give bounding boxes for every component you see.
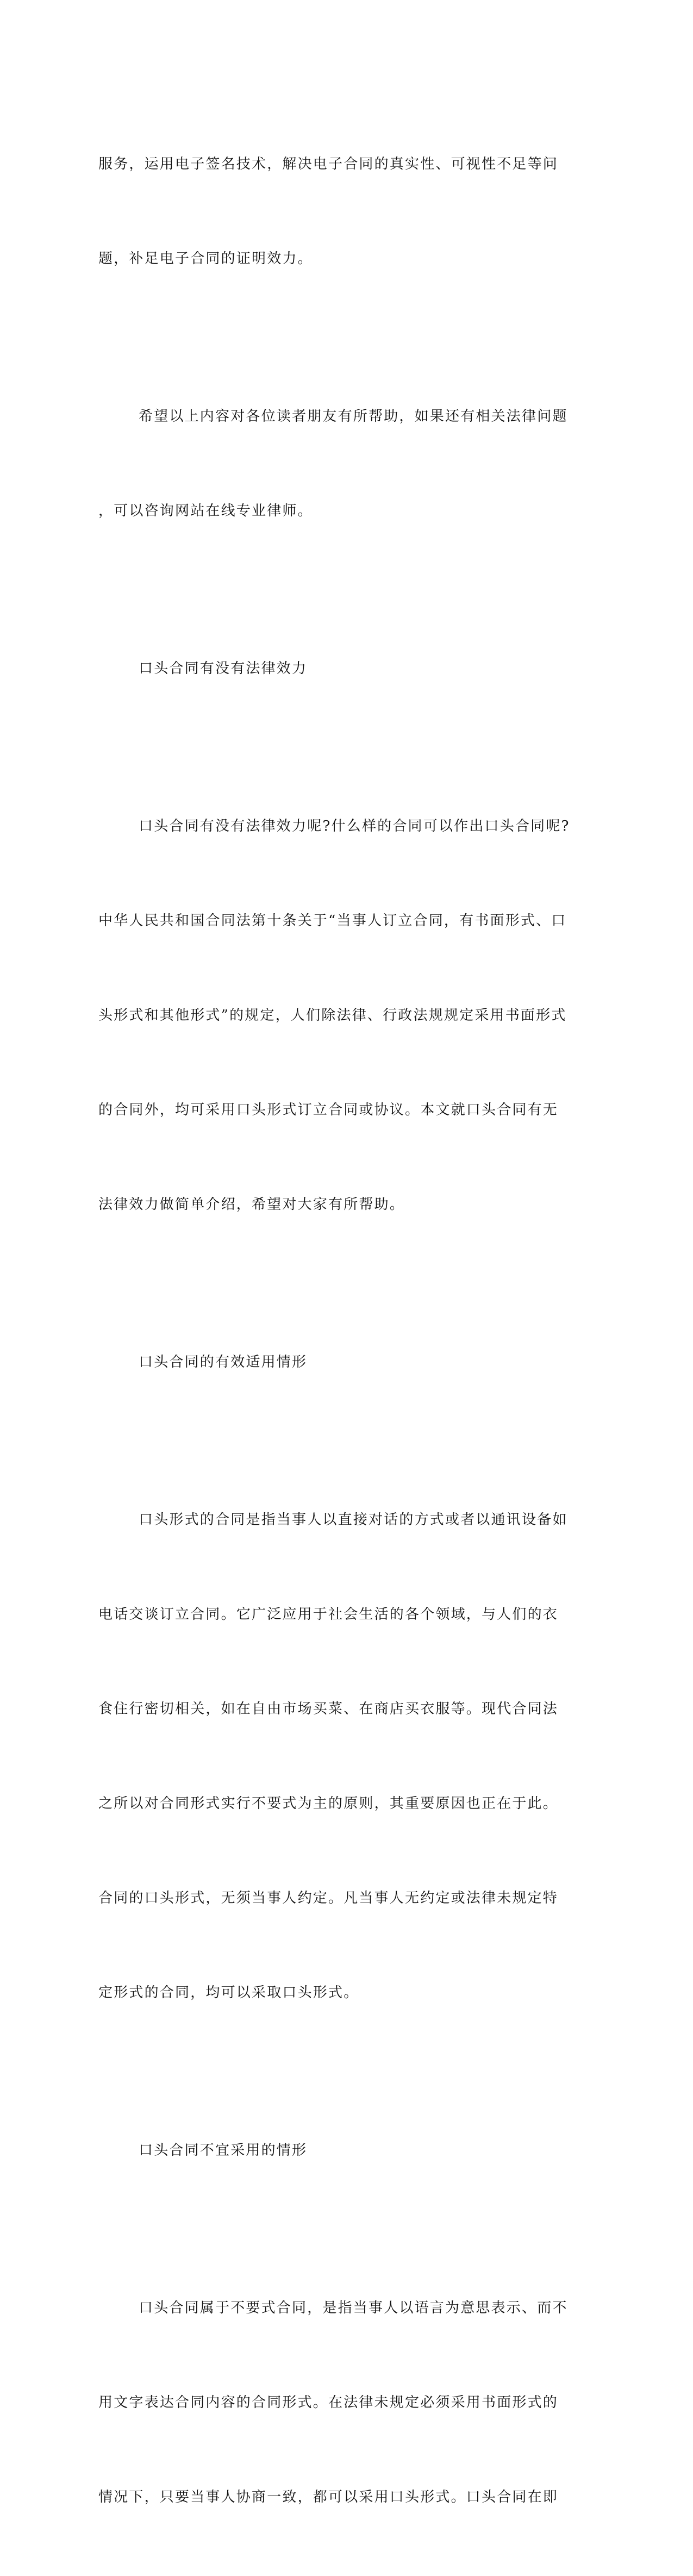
- text-line: 头形式和其他形式”的规定，人们除法律、行政法规规定采用书面形式: [98, 1007, 567, 1024]
- text-line: 题，补足电子合同的证明效力。: [98, 251, 313, 267]
- paragraph-electronic-signature: [98, 85, 558, 338]
- text-line: 服务，运用电子签名技术，解决电子合同的真实性、可视性不足等问: [98, 156, 559, 172]
- document-page: [98, 85, 570, 2576]
- text-line: 的合同外，均可采用口头形式订立合同或协议。本文就口头合同有无: [98, 1102, 559, 1118]
- text-line: 希望以上内容对各位读者朋友有所帮助，如果还有相关法律问题: [139, 408, 568, 425]
- text-line: 合同的口头形式，无须当事人约定。凡当事人无约定或法律未规定特: [98, 1890, 559, 1906]
- paragraph-oral-contract-intro: [98, 747, 570, 1283]
- paragraph-oral-form-definition: [98, 1441, 568, 2072]
- paragraph-closing-note: [98, 338, 568, 590]
- section-heading-unsuitable-situations: [98, 2072, 558, 2229]
- text-line: ，可以咨询网站在线专业律师。: [98, 503, 313, 519]
- text-line: 电话交谈订立合同。它广泛应用于社会生活的各个领域，与人们的衣: [98, 1606, 559, 1623]
- text-line: 定形式的合同，均可以采取口头形式。: [98, 1985, 359, 2001]
- paragraph-non-formal-contract: [98, 2229, 568, 2576]
- heading-line: 口头合同不宜采用的情形: [139, 2142, 308, 2159]
- section-heading-valid-situations: [98, 1283, 558, 1441]
- text-line: 口头合同有没有法律效力呢?什么样的合同可以作出口头合同呢?: [139, 818, 570, 834]
- text-line: 口头合同属于不要式合同，是指当事人以语言为意思表示、而不: [139, 2300, 568, 2316]
- text-line: 口头形式的合同是指当事人以直接对话的方式或者以通讯设备如: [139, 1512, 568, 1528]
- text-line: 之所以对合同形式实行不要式为主的原则，其重要原因也正在于此。: [98, 1795, 559, 1812]
- heading-line: 口头合同的有效适用情形: [139, 1354, 308, 1370]
- heading-line: 口头合同有没有法律效力: [139, 660, 308, 677]
- text-line: 情况下，只要当事人协商一致，都可以采用口头形式。口头合同在即: [98, 2489, 559, 2505]
- section-heading-oral-contract-validity: [98, 590, 558, 747]
- text-line: 食住行密切相关，如在自由市场买菜、在商店买衣服等。现代合同法: [98, 1701, 559, 1717]
- text-line: 用文字表达合同内容的合同形式。在法律未规定必须采用书面形式的: [98, 2394, 559, 2411]
- text-line: 中华人民共和国合同法第十条关于“当事人订立合同，有书面形式、口: [98, 913, 567, 929]
- text-line: 法律效力做简单介绍，希望对大家有所帮助。: [98, 1196, 405, 1213]
